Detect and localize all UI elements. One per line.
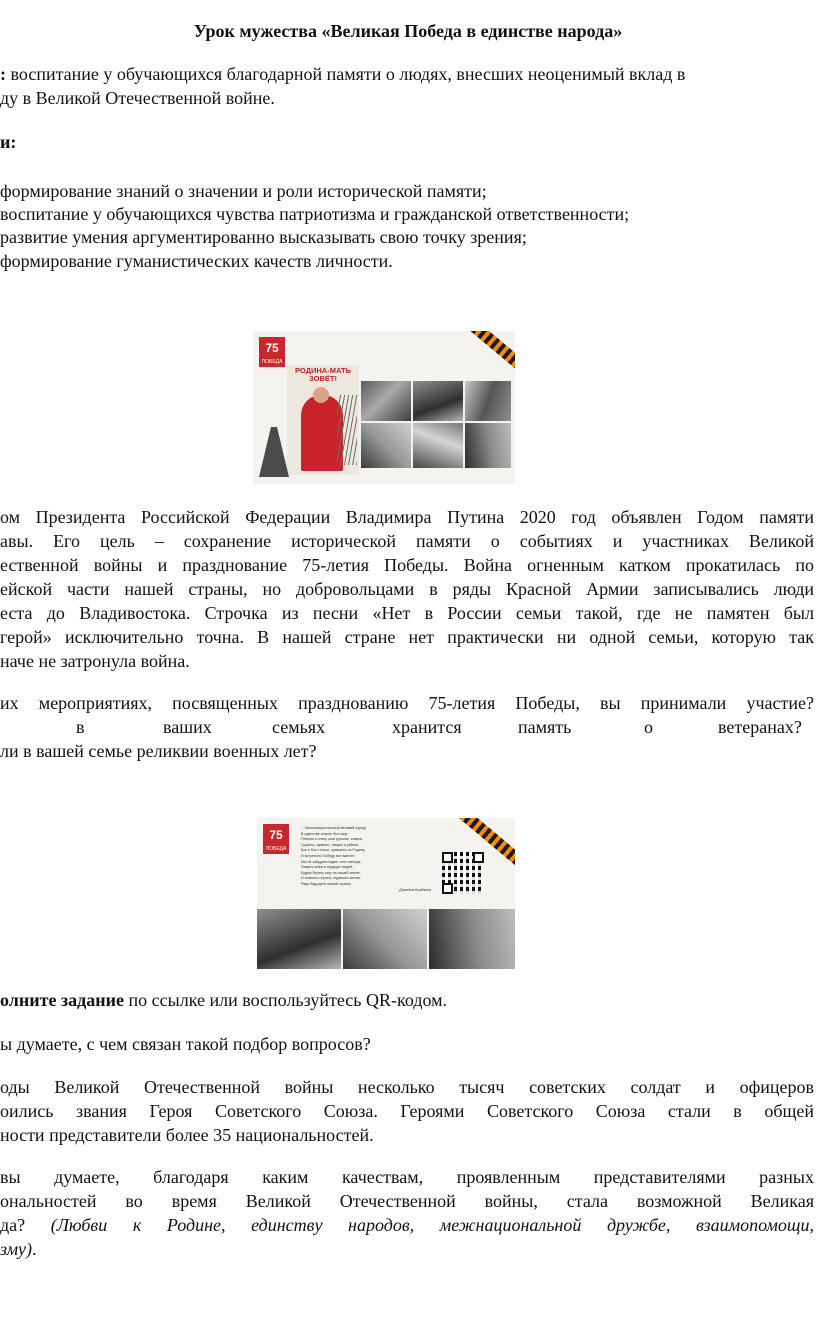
qr-corner	[473, 852, 484, 863]
war-photo	[465, 423, 511, 468]
war-photo	[361, 423, 411, 468]
qr-code-icon[interactable]	[442, 852, 484, 894]
question-line-1: их мероприятиях, посвященных празднованию 75-летия Победы, вы принимали участие?	[0, 693, 814, 713]
page-title: Урок мужества «Великая Победа в единстве народа»	[193, 21, 623, 41]
goal-line-2: ду в Великой Отечественной войне.	[0, 88, 275, 108]
paragraph-1-line: еста до Владивостока. Строчка из песни «Нет в России семьи такой, где не памятен был	[0, 603, 814, 623]
paragraph-3-line	[0, 1238, 37, 1261]
task-item-1: формирование знаний о значении и роли исторической памяти;	[0, 181, 487, 201]
goal-text-1: воспитание у обучающихся благодарной памяти о людях, внесших неоценимый вклад в	[10, 64, 686, 84]
victory-75-logo	[259, 337, 285, 367]
soldiers-photo	[429, 909, 515, 969]
soldiers-photo	[343, 909, 427, 969]
qr-corner	[442, 852, 453, 863]
paragraph-3-italic: (Любви к Родине, единству народов, межнациональной дружбе, взаимопомощи,	[50, 1215, 814, 1235]
task-item-3: развитие умения аргументированно высказывать свою точку зрения;	[0, 227, 527, 247]
paragraph-3-line: ональностей во время Великой Отечественной войны, стала возможной Великая	[0, 1191, 814, 1211]
logo-caption: ПОБЕДА	[261, 359, 283, 365]
mother-head	[313, 387, 329, 403]
poem-line: Грузины, армяне, татары и узбеки.	[301, 842, 359, 847]
question-word: ветеранах?	[718, 717, 802, 737]
qr-corner	[442, 883, 453, 894]
paragraph-3-text: да?	[0, 1215, 51, 1235]
paragraph-2-line: ности представители более 35 национальностей.	[0, 1125, 374, 1145]
poem-line: ... Многонациональный великий народ!	[301, 826, 367, 830]
paragraph-1-line: ом Президента Российской Федерации Владимира Путина 2020 год объявлен Годом памяти	[0, 507, 814, 527]
poster-title-line-2: ЗОВЁТ!	[309, 374, 337, 383]
question-word: в	[76, 717, 85, 737]
war-photo	[413, 423, 463, 468]
logo-number: 75	[269, 828, 283, 842]
paragraph-2-line: оды Великой Отечественной войны несколько тысяч советских солдат и офицеров	[0, 1077, 814, 1097]
question-word: память	[518, 717, 572, 737]
paragraph-3-end: .	[32, 1239, 37, 1259]
poem-line: Бок о бок стояли, сражаясь за Родину,	[301, 848, 366, 853]
task-item-2: воспитание у обучающихся чувства патриотизма и гражданской ответственности;	[0, 204, 630, 224]
paragraph-3-line	[0, 1214, 814, 1237]
poem-qr-collage-image	[257, 818, 515, 969]
question-word: ваших	[163, 717, 212, 737]
goal-label: :	[0, 64, 6, 84]
goal-line-1	[0, 63, 685, 86]
poem-line: Будем беречь мир на нашей земле.	[301, 870, 361, 875]
paragraph-3-line: вы думаете, благодаря каким качествам, проявленным представителями разных	[0, 1167, 814, 1187]
rodina-mat-collage-image	[253, 331, 515, 484]
tasks-heading: и:	[0, 132, 17, 152]
logo-number: 75	[265, 341, 279, 355]
paragraph-1-line: наче не затронула война.	[0, 651, 190, 671]
logo-caption: ПОБЕДА	[265, 846, 287, 852]
victory-75-logo	[263, 824, 289, 854]
poem-line: Плечом к плечу шли русские, казахи,	[301, 837, 363, 842]
soldiers-photo	[257, 909, 341, 969]
poem-line: Память жива в сердцах людей,	[301, 865, 354, 870]
paragraph-1-line: ественной войны и празднование 75-летия Победы. Война огненным катком прокатилась по	[0, 555, 814, 575]
st-george-ribbon-icon	[456, 331, 515, 377]
poem-line: Ради будущего нашей страны.	[301, 881, 352, 886]
task-item-4: формирование гуманистических качеств личности.	[0, 251, 393, 271]
question-selection-line: ы думаете, с чем связан такой подбор вопросов?	[0, 1034, 371, 1054]
paragraph-3-italic: зму)	[0, 1239, 33, 1259]
assignment-line	[0, 989, 447, 1012]
poem-line: В единстве спасен был мир.	[301, 831, 349, 836]
war-photo	[413, 381, 463, 421]
paragraph-1-line: ейской части нашей страны, но добровольцами в ряды Красной Армии записывались люди	[0, 579, 814, 599]
bayonets	[337, 395, 357, 465]
question-word: семьях	[272, 717, 326, 737]
assignment-bold: олните задание	[0, 990, 125, 1010]
war-photo	[465, 381, 511, 421]
monument-silhouette	[259, 427, 289, 477]
paragraph-1-line: авы. Его цель – сохранение исторической памяти о событиях и участниках Великой	[0, 531, 814, 551]
poster-title-line-1: РОДИНА-МАТЬ	[295, 366, 351, 375]
poem-line: И встретили Победу все вместе.	[301, 853, 356, 858]
poster-title	[287, 367, 359, 383]
poem-author: Давыдов Богданов	[399, 887, 431, 892]
war-photo	[361, 381, 411, 421]
paragraph-2-line: оились звания Героя Советского Союза. Героями Советского Союза стали в общей	[0, 1101, 814, 1121]
question-word: о	[644, 717, 653, 737]
poem-line: И помнить героев, отдавших жизни,	[301, 876, 361, 881]
question-line-3: ли в вашей семье реликвии военных лет?	[0, 741, 317, 761]
question-word: хранится	[392, 717, 462, 737]
poem-line: Мы не забудем подвиг этот никогда,	[301, 859, 362, 864]
poem-text	[301, 826, 431, 893]
rodina-mat-poster	[287, 365, 359, 475]
paragraph-1-line: герой» исключительно точна. В нашей стране нет практически ни одной семьи, которую так	[0, 627, 814, 647]
question-line-2	[0, 716, 814, 739]
assignment-text: по ссылке или воспользуйтесь QR-кодом.	[124, 990, 448, 1010]
